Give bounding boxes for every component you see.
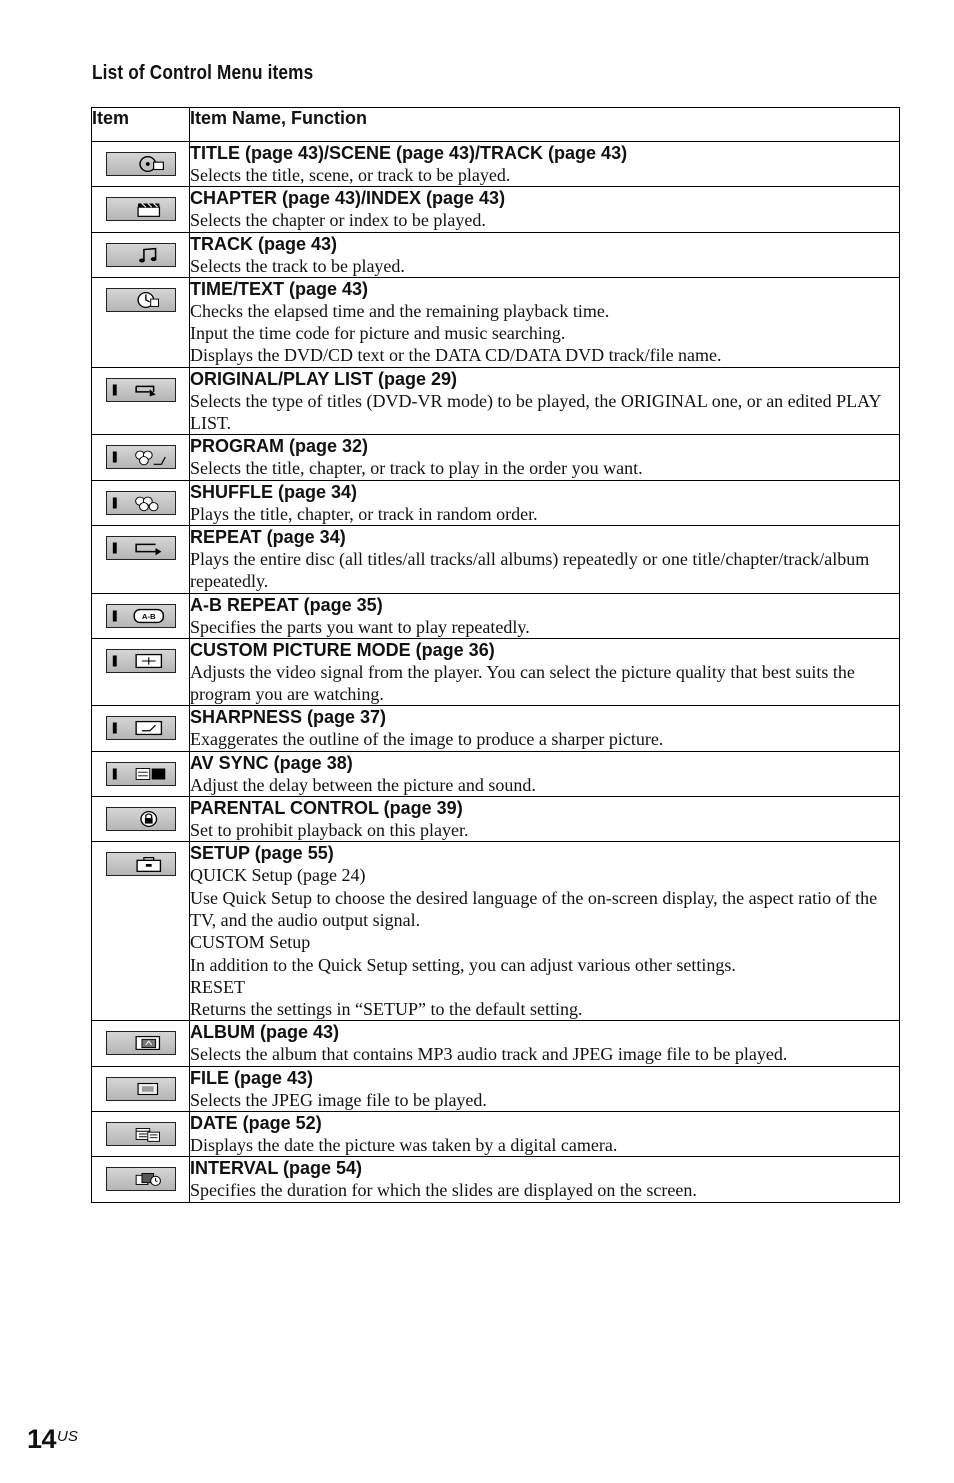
item-description: Displays the DVD/CD text or the DATA CD/DATA DVD track/file name.: [190, 345, 722, 366]
item-function-cell: [190, 232, 900, 277]
header-item: Item: [92, 108, 190, 142]
item-icon-cell: [92, 525, 190, 593]
svg-text:A-B: A-B: [141, 611, 156, 621]
table-header-row: [92, 108, 900, 142]
table-row: [92, 1112, 900, 1157]
item-icon-cell: [92, 435, 190, 480]
table-row: [92, 1021, 900, 1066]
item-description: Set to prohibit playback on this player.: [190, 820, 469, 841]
program-icon: [106, 445, 176, 469]
item-icon-cell: [92, 277, 190, 367]
table-row: [92, 706, 900, 751]
item-function-cell: [190, 1112, 900, 1157]
item-function-cell: [190, 1157, 900, 1202]
item-description: RESET: [190, 976, 246, 997]
item-icon-cell: [92, 1157, 190, 1202]
av-sync-icon: [106, 762, 176, 786]
item-title: PROGRAM (page 32): [190, 436, 369, 457]
item-description: Specifies the duration for which the slides are displayed on the screen.: [190, 1180, 697, 1201]
repeat-icon: [106, 536, 176, 560]
item-description: Plays the title, chapter, or track in random order.: [190, 503, 538, 524]
music-note-icon: [106, 243, 176, 267]
item-icon-cell: [92, 1021, 190, 1066]
album-icon: [106, 1031, 176, 1055]
item-function-cell: [190, 751, 900, 796]
item-description: Adjust the delay between the picture and sound.: [190, 774, 536, 795]
item-icon-cell: [92, 367, 190, 435]
table-row: [92, 842, 900, 1021]
item-function-cell: [190, 1021, 900, 1066]
item-function-cell: [190, 435, 900, 480]
item-icon-cell: [92, 706, 190, 751]
page-suffix: US: [57, 1428, 78, 1445]
item-description: Selects the track to be played.: [190, 255, 405, 276]
item-description: Use Quick Setup to choose the desired language of the on-screen display, the aspect ratio of the TV, and the audio output signal.: [190, 887, 878, 930]
shuffle-icon: [106, 491, 176, 515]
item-function-cell: [190, 797, 900, 842]
item-title: CHAPTER (page 43)/INDEX (page 43): [190, 188, 506, 209]
item-title: SHUFFLE (page 34): [190, 481, 358, 502]
title-disc-icon: [106, 152, 176, 176]
item-description: Selects the album that contains MP3 audio track and JPEG image file to be played.: [190, 1044, 788, 1065]
control-menu-table: [91, 107, 900, 1203]
table-row: [92, 277, 900, 367]
item-function-cell: [190, 706, 900, 751]
item-function-cell: [190, 480, 900, 525]
item-title: TRACK (page 43): [190, 233, 338, 254]
item-icon-cell: [92, 638, 190, 706]
table-row: [92, 480, 900, 525]
table-row: [92, 232, 900, 277]
item-description: Selects the chapter or index to be played.: [190, 210, 486, 231]
item-title: DATE (page 52): [190, 1113, 322, 1134]
table-row: [92, 367, 900, 435]
item-function-cell: [190, 842, 900, 1021]
item-title: CUSTOM PICTURE MODE (page 36): [190, 639, 495, 660]
item-title: SETUP (page 55): [190, 843, 334, 864]
item-description: Displays the date the picture was taken by a digital camera.: [190, 1135, 618, 1156]
item-icon-cell: [92, 1066, 190, 1111]
item-icon-cell: [92, 797, 190, 842]
setup-toolbox-icon: [106, 852, 176, 876]
item-description: Selects the JPEG image file to be played.: [190, 1089, 487, 1110]
table-row: [92, 1066, 900, 1111]
item-icon-cell: [92, 187, 190, 232]
item-icon-cell: [92, 593, 190, 638]
item-function-cell: [190, 142, 900, 187]
item-title: TITLE (page 43)/SCENE (page 43)/TRACK (page 43): [190, 143, 628, 163]
time-text-icon: [106, 288, 176, 312]
item-icon-cell: [92, 751, 190, 796]
item-description: In addition to the Quick Setup setting, you can adjust various other settings.: [190, 954, 736, 975]
item-function-cell: [190, 593, 900, 638]
page-number: 14: [27, 1424, 57, 1454]
item-title: INTERVAL (page 54): [190, 1158, 363, 1179]
file-image-icon: [106, 1077, 176, 1101]
custom-picture-icon: [106, 649, 176, 673]
item-function-cell: [190, 367, 900, 435]
item-title: REPEAT (page 34): [190, 526, 346, 547]
item-icon-cell: [92, 142, 190, 187]
item-title: AV SYNC (page 38): [190, 752, 353, 773]
chapter-clapper-icon: [106, 197, 176, 221]
item-icon-cell: [92, 1112, 190, 1157]
item-function-cell: [190, 187, 900, 232]
interval-slides-icon: [106, 1167, 176, 1191]
item-description: Selects the title, scene, or track to be played.: [190, 165, 511, 185]
table-row: [92, 1157, 900, 1202]
item-description: Exaggerates the outline of the image to produce a sharper picture.: [190, 729, 664, 750]
item-function-cell: [190, 638, 900, 706]
table-row: [92, 435, 900, 480]
item-description: Input the time code for picture and music searching.: [190, 323, 566, 344]
item-title: TIME/TEXT (page 43): [190, 278, 369, 299]
table-row: [92, 797, 900, 842]
item-description: CUSTOM Setup: [190, 932, 311, 953]
header-function: Item Name, Function: [190, 108, 900, 142]
table-row: [92, 525, 900, 593]
item-description: Checks the elapsed time and the remaining playback time.: [190, 300, 610, 321]
ab-repeat-icon: [106, 604, 176, 628]
item-description: QUICK Setup (page 24): [190, 865, 366, 886]
sharpness-icon: [106, 716, 176, 740]
item-description: Selects the title, chapter, or track to play in the order you want.: [190, 458, 643, 479]
item-description: Plays the entire disc (all titles/all tracks/all albums) repeatedly or one title/chapter/track/album repeatedly.: [190, 548, 870, 592]
section-title: List of Control Menu items: [92, 62, 314, 84]
item-description: Returns the settings in “SETUP” to the default setting.: [190, 999, 583, 1020]
item-title: PARENTAL CONTROL (page 39): [190, 798, 463, 819]
item-description: Specifies the parts you want to play repeatedly.: [190, 616, 530, 637]
item-title: ORIGINAL/PLAY LIST (page 29): [190, 368, 458, 389]
play-list-icon: [106, 378, 176, 402]
item-description: Selects the type of titles (DVD-VR mode) to be played, the ORIGINAL one, or an edited PLAY LIST.: [190, 390, 881, 434]
item-icon-cell: [92, 480, 190, 525]
item-function-cell: [190, 525, 900, 593]
item-function-cell: [190, 277, 900, 367]
item-description: Adjusts the video signal from the player. You can select the picture quality that best suits the program you are watching.: [190, 661, 855, 705]
table-row: [92, 751, 900, 796]
parental-lock-icon: [106, 807, 176, 831]
item-icon-cell: [92, 232, 190, 277]
item-function-cell: [190, 1066, 900, 1111]
table-row: [92, 142, 900, 187]
item-icon-cell: [92, 842, 190, 1021]
date-calendar-icon: [106, 1122, 176, 1146]
item-title: ALBUM (page 43): [190, 1022, 340, 1043]
item-title: FILE (page 43): [190, 1067, 314, 1088]
table-row: [92, 187, 900, 232]
table-row: [92, 638, 900, 706]
item-title: SHARPNESS (page 37): [190, 707, 387, 728]
table-row: [92, 593, 900, 638]
item-title: A-B REPEAT (page 35): [190, 594, 383, 615]
